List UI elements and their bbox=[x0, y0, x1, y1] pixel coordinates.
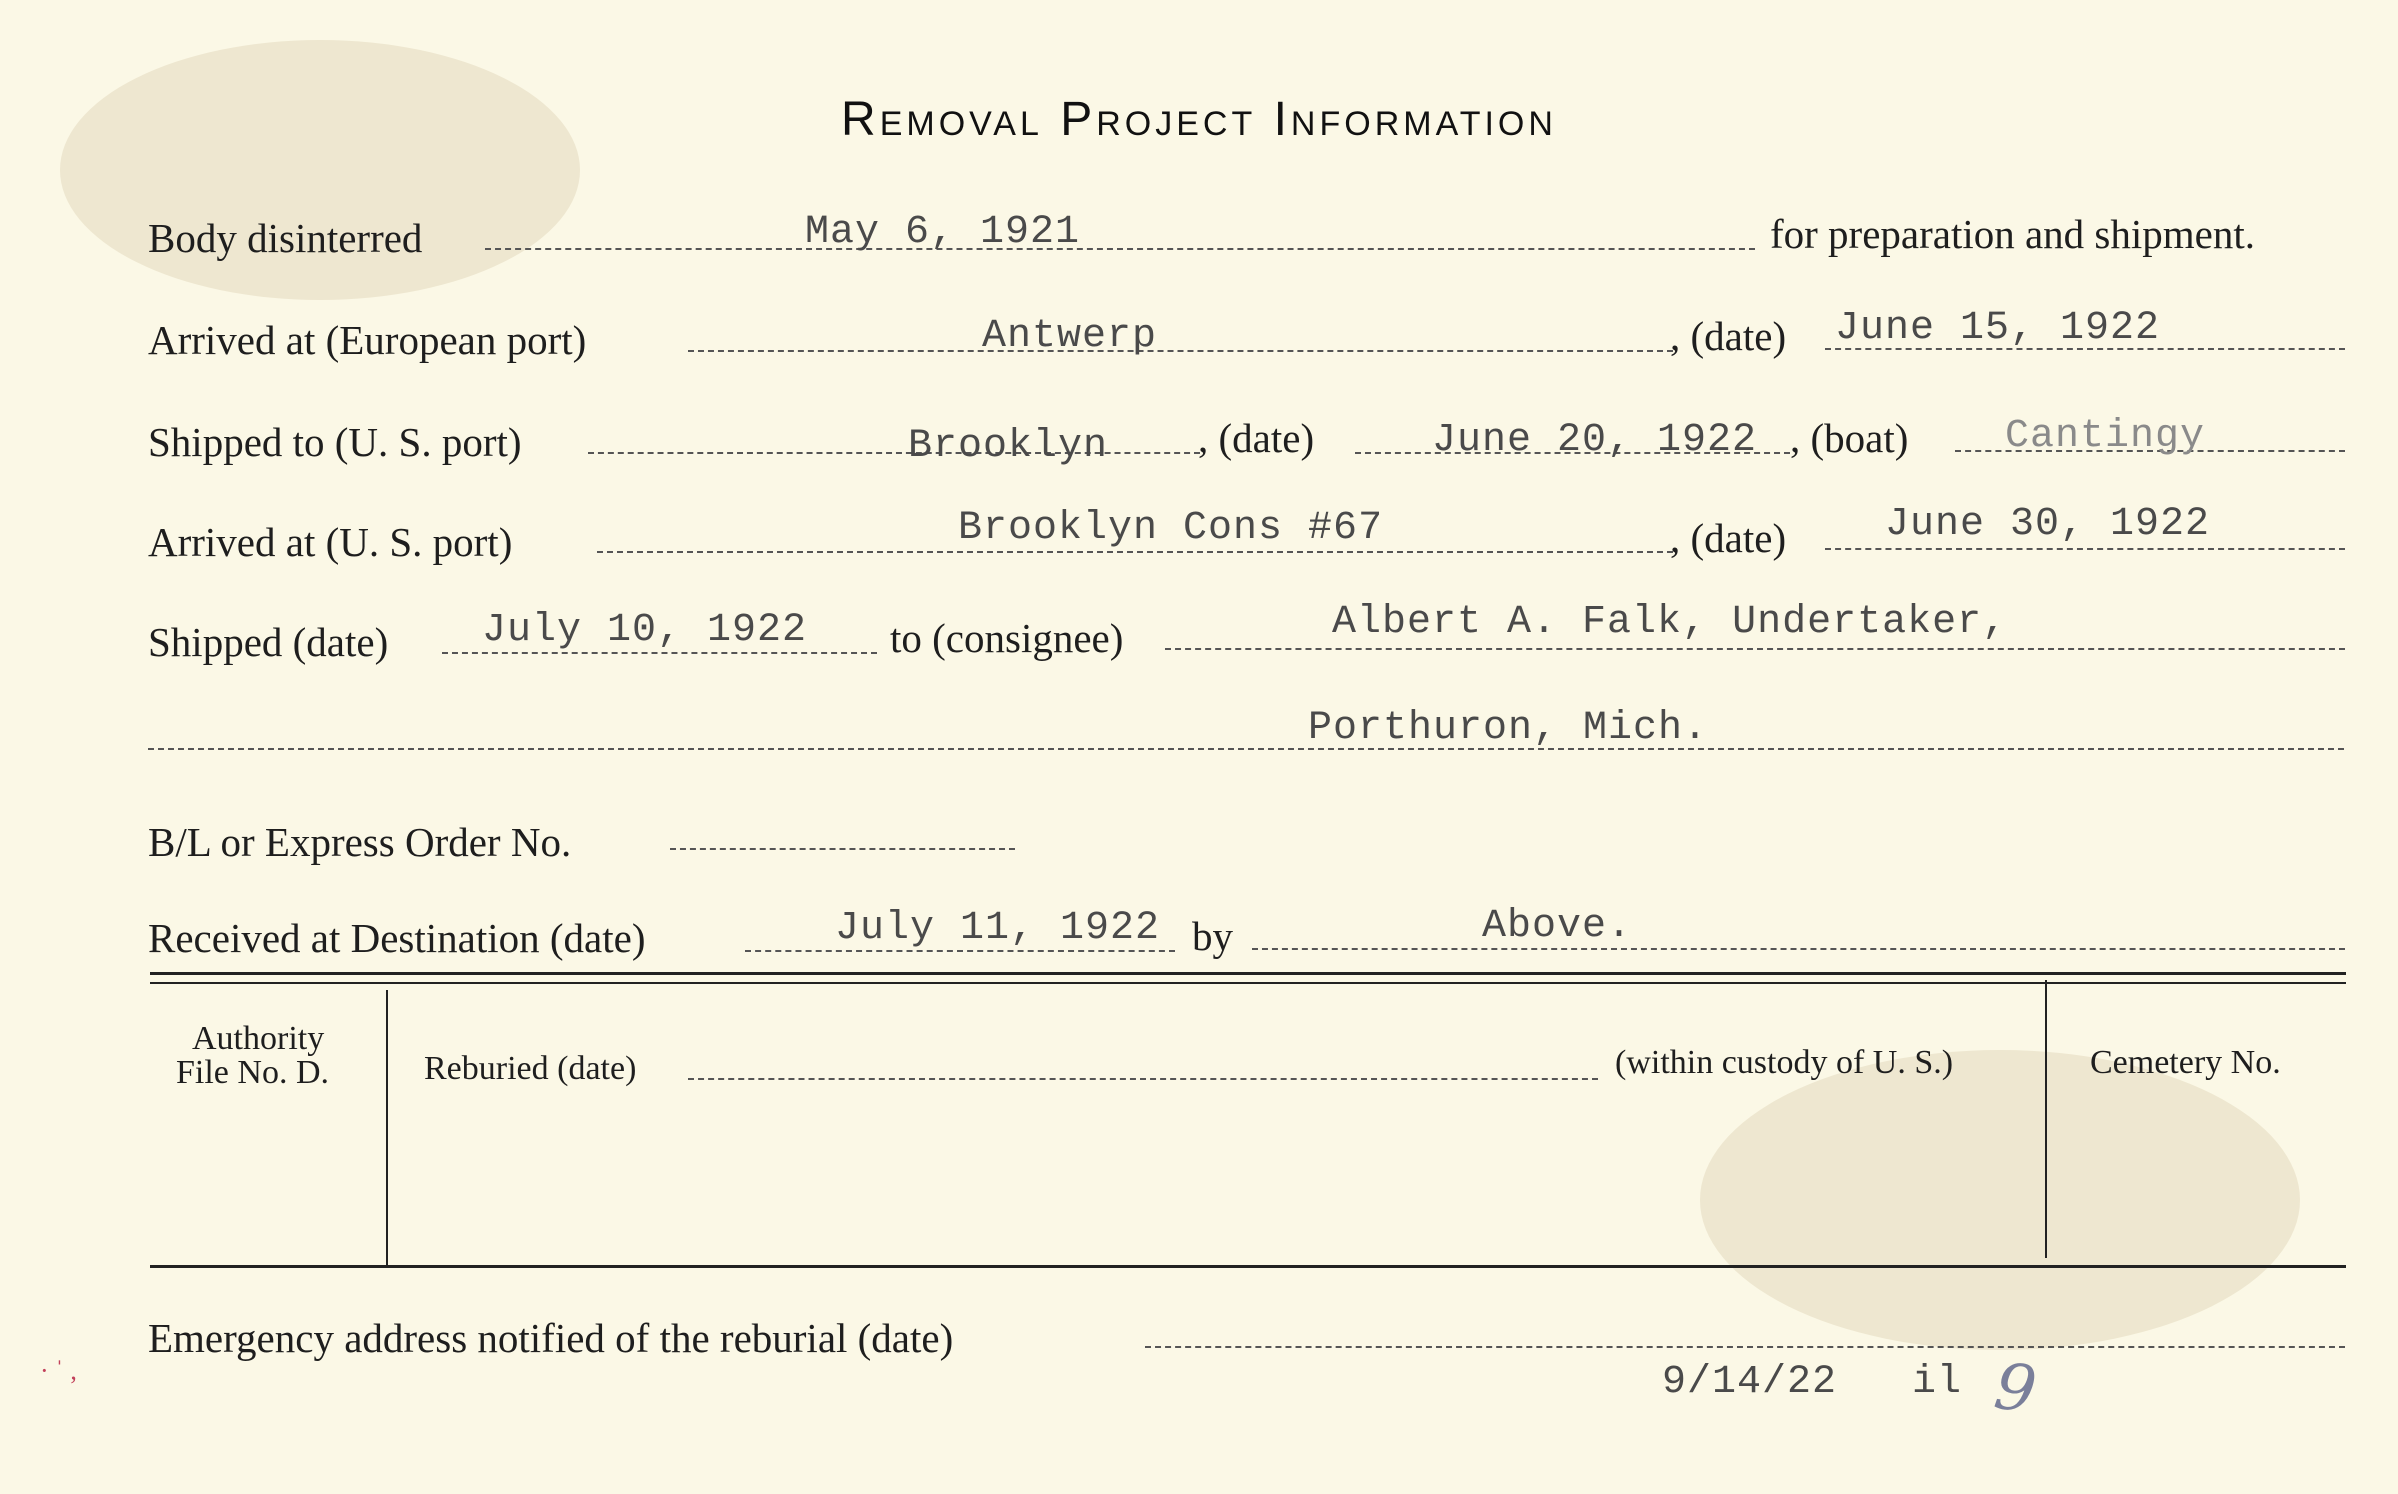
stamp-date: 9/14/22 bbox=[1662, 1360, 1838, 1405]
shipped-to-us-date-label: , (date) bbox=[1198, 415, 1315, 461]
shipped-to-us-line bbox=[588, 452, 1200, 454]
arrived-us-line bbox=[597, 551, 1673, 553]
arrived-european-date-value: June 15, 1922 bbox=[1835, 306, 2161, 351]
table-divider bbox=[2045, 980, 2047, 1258]
arrived-european-value: Antwerp bbox=[982, 314, 1158, 359]
received-by-value: Above. bbox=[1482, 904, 1633, 949]
arrived-us-label: Arrived at (U. S. port) bbox=[148, 519, 513, 565]
page-title: Removal Project Information bbox=[841, 93, 1557, 146]
shipped-to-us-boat-value: Cantingy bbox=[2005, 414, 2206, 459]
body-disinterred-line bbox=[485, 248, 1755, 250]
table-divider bbox=[386, 990, 388, 1265]
consignee-line bbox=[1165, 648, 2345, 650]
authority-label-line1: Authority bbox=[192, 1020, 325, 1057]
received-by-line bbox=[1252, 948, 2345, 950]
consignee-continued-line bbox=[148, 748, 2344, 750]
received-date-value: July 11, 1922 bbox=[835, 906, 1161, 951]
body-disinterred-value: May 6, 1921 bbox=[805, 210, 1081, 255]
shipped-to-us-label: Shipped to (U. S. port) bbox=[148, 419, 522, 465]
paper-stain bbox=[1700, 1050, 2300, 1350]
received-label: Received at Destination (date) bbox=[148, 915, 646, 961]
emergency-line bbox=[1145, 1346, 2345, 1348]
shipped-to-us-value: Brooklyn bbox=[908, 424, 1109, 469]
body-disinterred-suffix: for preparation and shipment. bbox=[1770, 211, 2256, 257]
shipped-to-us-date-value: June 20, 1922 bbox=[1432, 418, 1758, 463]
table-top-rule bbox=[150, 982, 2346, 984]
clerk-initials: il bbox=[1912, 1360, 1963, 1405]
cemetery-label: Cemetery No. bbox=[2090, 1044, 2281, 1081]
emergency-label: Emergency address notified of the reburial (date) bbox=[148, 1315, 954, 1361]
table-top-rule bbox=[150, 972, 2346, 975]
bl-order-line bbox=[670, 848, 1015, 850]
arrived-us-date-label: , (date) bbox=[1670, 515, 1787, 561]
arrived-european-date-label: , (date) bbox=[1670, 313, 1787, 359]
received-by-label: by bbox=[1192, 913, 1233, 959]
arrived-us-value: Brooklyn Cons #67 bbox=[958, 506, 1384, 551]
arrived-european-line bbox=[688, 350, 1673, 352]
shipped-date-value: July 10, 1922 bbox=[482, 608, 808, 653]
shipped-to-us-boat-label: , (boat) bbox=[1790, 415, 1909, 461]
bl-order-label: B/L or Express Order No. bbox=[148, 819, 572, 865]
reburied-label: Reburied (date) bbox=[424, 1050, 637, 1087]
consignee-label: to (consignee) bbox=[890, 615, 1124, 661]
arrived-us-date-line bbox=[1825, 548, 2345, 550]
consignee-line2-value: Porthuron, Mich. bbox=[1308, 706, 1709, 751]
arrived-us-date-value: June 30, 1922 bbox=[1885, 502, 2211, 547]
shipped-date-label: Shipped (date) bbox=[148, 619, 389, 665]
authority-label-line2: File No. D. bbox=[176, 1054, 329, 1091]
reburied-line bbox=[688, 1078, 1598, 1080]
red-ink-mark: · ˈ , bbox=[40, 1356, 77, 1385]
handwritten-mark: 9 bbox=[1990, 1349, 2041, 1429]
consignee-line1-value: Albert A. Falk, Undertaker, bbox=[1332, 600, 2008, 645]
custody-label: (within custody of U. S.) bbox=[1615, 1044, 1954, 1081]
body-disinterred-label: Body disinterred bbox=[148, 215, 423, 261]
table-bottom-rule bbox=[150, 1265, 2346, 1268]
arrived-european-label: Arrived at (European port) bbox=[148, 317, 587, 363]
